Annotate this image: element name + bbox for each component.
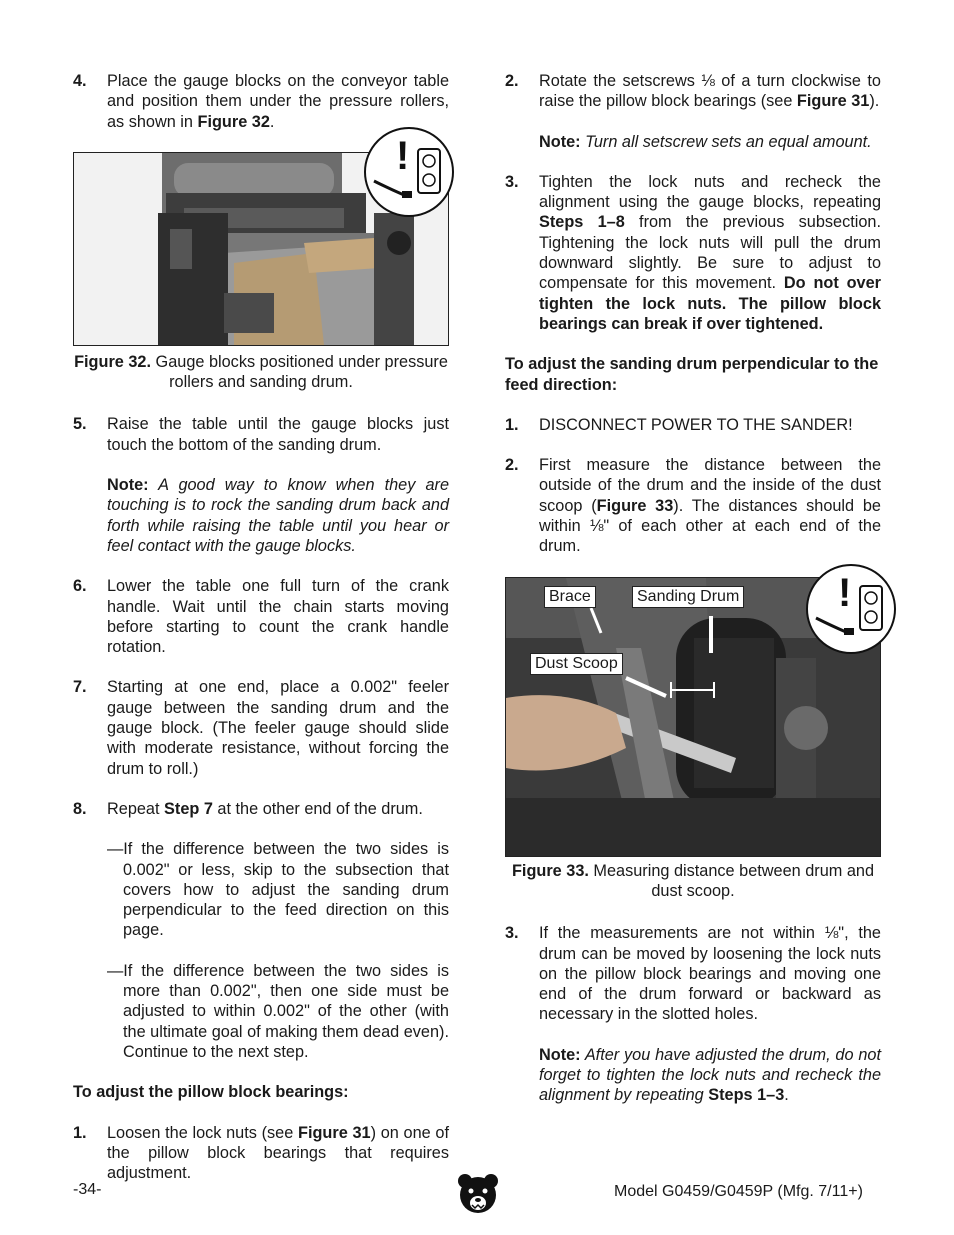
- step-3-pillow: 3. Tighten the lock nuts and recheck the alignment using the gauge blocks, repeating Steps 1–8 from the previous subsection. Tightening the lock nuts will pull the drum downward slightly. Be sure to adjust to compensate for this movement. Do not over tighten the lock nuts. The pillow block bearings can break if over tightened.: [505, 172, 881, 333]
- step-6: 6. Lower the table one full turn of the crank handle. Wait until the chain starts moving before starting to count the crank handle rotation.: [73, 577, 449, 657]
- step-1-pillow: 1. Loosen the lock nuts (see Figure 31) on one of the pillow block bearings that requires adjustment.: [73, 1123, 449, 1183]
- step-3-drum: 3. If the measurements are not within ⅛", the drum can be moved by loosening the lock nuts on the pillow block bearings and moving one end of the drum forward or backward as necessary in the slotted holes.: [505, 924, 881, 1024]
- step-8: 8. Repeat Step 7 at the other end of the drum.: [73, 799, 423, 818]
- figure-33-image: [505, 570, 881, 857]
- right-column: [505, 71, 881, 1126]
- figure-ref: Figure 32: [197, 112, 270, 131]
- note-5: Note: A good way to know when they are touching is to rock the sanding drum back and forth while raising the table until you hear or feel contact with the gauge blocks.: [107, 476, 449, 555]
- step-1-drum: 1. DISCONNECT POWER TO THE SANDER!: [505, 415, 853, 434]
- subhead-pillow-block: To adjust the pillow block bearings:: [73, 1083, 349, 1102]
- figure-32-caption: Figure 32. Gauge blocks positioned under pressure rollers and sanding drum.: [74, 352, 448, 392]
- unplug-warning-icon: [364, 127, 454, 217]
- grizzly-bear-logo-icon: [456, 1172, 500, 1221]
- dash-item-2: —If the difference between the two sides is more than 0.002", then one side must be adjusted to within 0.002" of the other (with the ultimate goal of making them dead even). Continue to the next step.: [107, 961, 449, 1061]
- svg-text:!: !: [396, 133, 410, 178]
- step-4: 4. Place the gauge blocks on the conveyor table and position them under the pressure rollers, as shown in Figure 32.: [73, 72, 449, 131]
- note-2: Note: Turn all setscrew sets an equal amount.: [539, 132, 872, 151]
- model-number: Model G0459/G0459P (Mfg. 7/11+): [614, 1183, 863, 1200]
- svg-text:!: !: [838, 570, 852, 615]
- subhead-perpendicular: To adjust the sanding drum perpendicular to the feed direction:: [505, 355, 879, 394]
- figure-33-caption: Figure 33. Measuring distance between drum and dust scoop.: [511, 861, 874, 900]
- callout-sanding-drum: Sanding Drum: [632, 586, 744, 608]
- page-number: -34-: [73, 1181, 102, 1198]
- step-5: 5. Raise the table until the gauge blocks just touch the bottom of the sanding drum.: [73, 415, 449, 454]
- left-column: [73, 71, 449, 1203]
- note-3-drum: Note: After you have adjusted the drum, do not forget to tighten the lock nuts and recheck the alignment by repeating Steps 1–3.: [539, 1045, 881, 1105]
- warning-text: Do not over tighten the lock nuts. The pillow block bearings can break if over tightened.: [539, 274, 881, 333]
- step-7: 7. Starting at one end, place a 0.002" feeler gauge between the sanding drum and the gauge block. (The feeler gauge should slide with moderate resistance, without forcing the drum to roll.): [73, 678, 449, 778]
- step-2-pillow: 2. Rotate the setscrews ⅛ of a turn clockwise to raise the pillow block bearings (see Figure 31).: [505, 72, 881, 111]
- callout-brace: Brace: [544, 586, 596, 608]
- figure-32-image: [73, 133, 449, 346]
- unplug-warning-icon: [806, 564, 896, 654]
- callout-dust-scoop: Dust Scoop: [530, 653, 623, 675]
- step-2-drum: 2. First measure the distance between the outside of the drum and the inside of the dust scoop (Figure 33). The distances should be within ⅛" of each other at each end of the drum.: [505, 456, 881, 556]
- dash-item-1: —If the difference between the two sides is 0.002" or less, skip to the subsection that covers how to adjust the sanding drum perpendicular to the feed direction on this page.: [107, 840, 449, 940]
- step-number: 4.: [73, 72, 87, 90]
